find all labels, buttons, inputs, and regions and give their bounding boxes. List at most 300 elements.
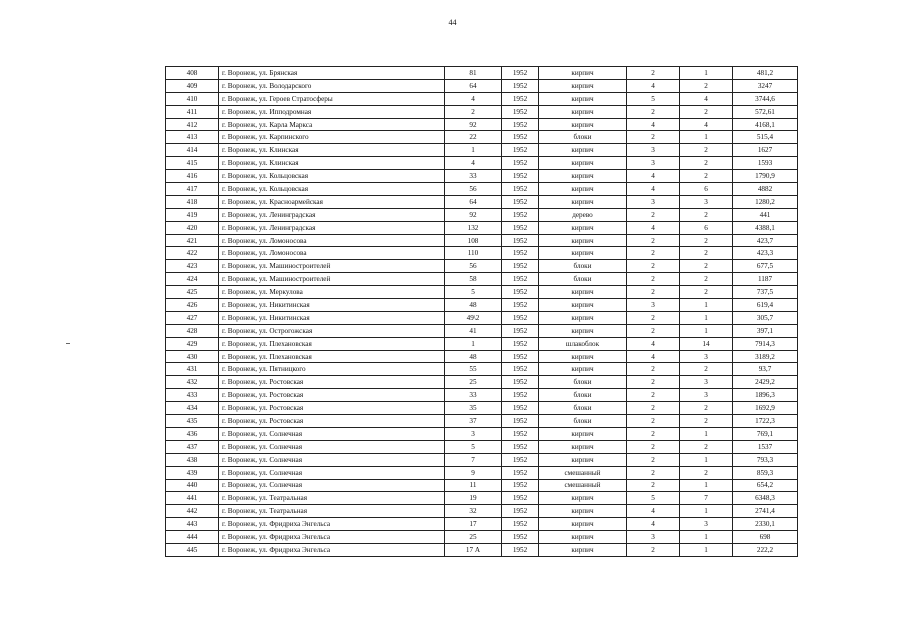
area-cell: 423,7 xyxy=(733,234,798,247)
floors-cell: 2 xyxy=(627,427,680,440)
area-cell: 793,3 xyxy=(733,453,798,466)
entrances-cell: 2 xyxy=(680,415,733,428)
house-number-cell: 48 xyxy=(445,299,502,312)
house-number-cell: 5 xyxy=(445,286,502,299)
floors-cell: 4 xyxy=(627,79,680,92)
entrances-cell: 2 xyxy=(680,79,733,92)
area-cell: 1537 xyxy=(733,440,798,453)
year-cell: 1952 xyxy=(502,543,539,556)
entrances-cell: 6 xyxy=(680,221,733,234)
area-cell: 3189,2 xyxy=(733,350,798,363)
address-cell: г. Воронеж, ул. Ленинградская xyxy=(219,221,445,234)
entrances-cell: 3 xyxy=(680,376,733,389)
year-cell: 1952 xyxy=(502,273,539,286)
row-number-cell: 440 xyxy=(166,479,219,492)
house-number-cell: 2 xyxy=(445,105,502,118)
year-cell: 1952 xyxy=(502,92,539,105)
row-number-cell: 426 xyxy=(166,299,219,312)
year-cell: 1952 xyxy=(502,221,539,234)
entrances-cell: 2 xyxy=(680,105,733,118)
entrances-cell: 1 xyxy=(680,427,733,440)
area-cell: 737,5 xyxy=(733,286,798,299)
floors-cell: 2 xyxy=(627,131,680,144)
area-cell: 769,1 xyxy=(733,427,798,440)
table-row xyxy=(166,92,798,105)
entrances-cell: 2 xyxy=(680,363,733,376)
year-cell: 1952 xyxy=(502,247,539,260)
house-number-cell: 58 xyxy=(445,273,502,286)
row-number-cell: 412 xyxy=(166,118,219,131)
table-row xyxy=(166,543,798,556)
area-cell: 423,3 xyxy=(733,247,798,260)
address-cell: г. Воронеж, ул. Плехановская xyxy=(219,350,445,363)
floors-cell: 3 xyxy=(627,531,680,544)
floors-cell: 2 xyxy=(627,273,680,286)
row-number-cell: 409 xyxy=(166,79,219,92)
house-number-cell: 56 xyxy=(445,260,502,273)
entrances-cell: 1 xyxy=(680,324,733,337)
wall-material-cell: блоки xyxy=(539,415,627,428)
row-number-cell: 443 xyxy=(166,518,219,531)
entrances-cell: 1 xyxy=(680,67,733,80)
row-number-cell: 428 xyxy=(166,324,219,337)
row-number-cell: 422 xyxy=(166,247,219,260)
wall-material-cell: блоки xyxy=(539,389,627,402)
area-cell: 1280,2 xyxy=(733,195,798,208)
floors-cell: 2 xyxy=(627,208,680,221)
row-number-cell: 441 xyxy=(166,492,219,505)
year-cell: 1952 xyxy=(502,324,539,337)
entrances-cell: 1 xyxy=(680,131,733,144)
row-number-cell: 423 xyxy=(166,260,219,273)
year-cell: 1952 xyxy=(502,195,539,208)
floors-cell: 4 xyxy=(627,350,680,363)
area-cell: 441 xyxy=(733,208,798,221)
floors-cell: 4 xyxy=(627,337,680,350)
address-cell: г. Воронеж, ул. Театральная xyxy=(219,492,445,505)
wall-material-cell: кирпич xyxy=(539,440,627,453)
year-cell: 1952 xyxy=(502,427,539,440)
address-cell: г. Воронеж, ул. Ростовская xyxy=(219,415,445,428)
address-cell: г. Воронеж, ул. Солнечная xyxy=(219,479,445,492)
wall-material-cell: кирпич xyxy=(539,324,627,337)
floors-cell: 2 xyxy=(627,363,680,376)
address-cell: г. Воронеж, ул. Фридриха Энгельса xyxy=(219,518,445,531)
row-number-cell: 438 xyxy=(166,453,219,466)
table-row xyxy=(166,221,798,234)
entrances-cell: 2 xyxy=(680,170,733,183)
year-cell: 1952 xyxy=(502,286,539,299)
address-cell: г. Воронеж, ул. Клинская xyxy=(219,157,445,170)
year-cell: 1952 xyxy=(502,518,539,531)
table-row xyxy=(166,363,798,376)
floors-cell: 2 xyxy=(627,311,680,324)
row-number-cell: 436 xyxy=(166,427,219,440)
year-cell: 1952 xyxy=(502,234,539,247)
address-cell: г. Воронеж, ул. Острогожская xyxy=(219,324,445,337)
year-cell: 1952 xyxy=(502,183,539,196)
address-cell: г. Воронеж, ул. Володарского xyxy=(219,79,445,92)
wall-material-cell: кирпич xyxy=(539,247,627,260)
year-cell: 1952 xyxy=(502,415,539,428)
entrances-cell: 2 xyxy=(680,273,733,286)
table-row xyxy=(166,79,798,92)
floors-cell: 4 xyxy=(627,170,680,183)
area-cell: 3744,6 xyxy=(733,92,798,105)
area-cell: 1790,9 xyxy=(733,170,798,183)
wall-material-cell: блоки xyxy=(539,376,627,389)
wall-material-cell: кирпич xyxy=(539,144,627,157)
address-cell: г. Воронеж, ул. Ростовская xyxy=(219,402,445,415)
wall-material-cell: кирпич xyxy=(539,195,627,208)
address-cell: г. Воронеж, ул. Кольцовская xyxy=(219,183,445,196)
entrances-cell: 2 xyxy=(680,466,733,479)
address-cell: г. Воронеж, ул. Никитинская xyxy=(219,311,445,324)
row-number-cell: 411 xyxy=(166,105,219,118)
floors-cell: 2 xyxy=(627,260,680,273)
area-cell: 1896,3 xyxy=(733,389,798,402)
floors-cell: 3 xyxy=(627,195,680,208)
table-row xyxy=(166,427,798,440)
area-cell: 1593 xyxy=(733,157,798,170)
floors-cell: 2 xyxy=(627,234,680,247)
row-number-cell: 445 xyxy=(166,543,219,556)
address-cell: г. Воронеж, ул. Ломоносова xyxy=(219,234,445,247)
address-cell: г. Воронеж, ул. Машиностроителей xyxy=(219,260,445,273)
house-number-cell: 64 xyxy=(445,195,502,208)
address-cell: г. Воронеж, ул. Героев Стратосферы xyxy=(219,92,445,105)
area-cell: 4168,1 xyxy=(733,118,798,131)
area-cell: 6348,3 xyxy=(733,492,798,505)
wall-material-cell: кирпич xyxy=(539,157,627,170)
house-number-cell: 4 xyxy=(445,157,502,170)
year-cell: 1952 xyxy=(502,299,539,312)
row-number-cell: 419 xyxy=(166,208,219,221)
wall-material-cell: блоки xyxy=(539,273,627,286)
floors-cell: 2 xyxy=(627,440,680,453)
address-cell: г. Воронеж, ул. Карпинского xyxy=(219,131,445,144)
year-cell: 1952 xyxy=(502,376,539,389)
area-cell: 1187 xyxy=(733,273,798,286)
floors-cell: 4 xyxy=(627,221,680,234)
row-number-cell: 425 xyxy=(166,286,219,299)
wall-material-cell: кирпич xyxy=(539,105,627,118)
entrances-cell: 1 xyxy=(680,299,733,312)
wall-material-cell: смешанный xyxy=(539,466,627,479)
house-number-cell: 64 xyxy=(445,79,502,92)
address-cell: г. Воронеж, ул. Машиностроителей xyxy=(219,273,445,286)
year-cell: 1952 xyxy=(502,79,539,92)
entrances-cell: 1 xyxy=(680,531,733,544)
floors-cell: 5 xyxy=(627,92,680,105)
table-row xyxy=(166,170,798,183)
house-number-cell: 33 xyxy=(445,170,502,183)
floors-cell: 2 xyxy=(627,376,680,389)
row-number-cell: 431 xyxy=(166,363,219,376)
wall-material-cell: блоки xyxy=(539,402,627,415)
wall-material-cell: шлакоблок xyxy=(539,337,627,350)
house-number-cell: 25 xyxy=(445,376,502,389)
wall-material-cell: кирпич xyxy=(539,183,627,196)
wall-material-cell: кирпич xyxy=(539,350,627,363)
year-cell: 1952 xyxy=(502,67,539,80)
floors-cell: 2 xyxy=(627,466,680,479)
row-number-cell: 424 xyxy=(166,273,219,286)
entrances-cell: 2 xyxy=(680,402,733,415)
wall-material-cell: блоки xyxy=(539,260,627,273)
address-cell: г. Воронеж, ул. Театральная xyxy=(219,505,445,518)
entrances-cell: 4 xyxy=(680,92,733,105)
floors-cell: 3 xyxy=(627,157,680,170)
wall-material-cell: кирпич xyxy=(539,518,627,531)
entrances-cell: 1 xyxy=(680,505,733,518)
year-cell: 1952 xyxy=(502,389,539,402)
wall-material-cell: кирпич xyxy=(539,234,627,247)
area-cell: 619,4 xyxy=(733,299,798,312)
table-row xyxy=(166,299,798,312)
floors-cell: 3 xyxy=(627,144,680,157)
house-number-cell: 3 xyxy=(445,427,502,440)
house-number-cell: 5 xyxy=(445,440,502,453)
floors-cell: 2 xyxy=(627,479,680,492)
table-row xyxy=(166,505,798,518)
year-cell: 1952 xyxy=(502,144,539,157)
address-cell: г. Воронеж, ул. Солнечная xyxy=(219,466,445,479)
row-number-cell: 444 xyxy=(166,531,219,544)
row-number-cell: 439 xyxy=(166,466,219,479)
area-cell: 677,5 xyxy=(733,260,798,273)
wall-material-cell: кирпич xyxy=(539,543,627,556)
table-row xyxy=(166,479,798,492)
wall-material-cell: смешанный xyxy=(539,479,627,492)
year-cell: 1952 xyxy=(502,350,539,363)
house-number-cell: 11 xyxy=(445,479,502,492)
table-row xyxy=(166,105,798,118)
wall-material-cell: кирпич xyxy=(539,79,627,92)
row-number-cell: 421 xyxy=(166,234,219,247)
table-row xyxy=(166,453,798,466)
area-cell: 222,2 xyxy=(733,543,798,556)
wall-material-cell: кирпич xyxy=(539,453,627,466)
year-cell: 1952 xyxy=(502,440,539,453)
table-row xyxy=(166,157,798,170)
house-number-cell: 9 xyxy=(445,466,502,479)
row-number-cell: 430 xyxy=(166,350,219,363)
floors-cell: 2 xyxy=(627,402,680,415)
house-number-cell: 17 А xyxy=(445,543,502,556)
house-number-cell: 56 xyxy=(445,183,502,196)
entrances-cell: 2 xyxy=(680,144,733,157)
address-cell: г. Воронеж, ул. Солнечная xyxy=(219,440,445,453)
area-cell: 698 xyxy=(733,531,798,544)
wall-material-cell: кирпич xyxy=(539,118,627,131)
table-row xyxy=(166,311,798,324)
wall-material-cell: кирпич xyxy=(539,505,627,518)
entrances-cell: 3 xyxy=(680,195,733,208)
area-cell: 859,3 xyxy=(733,466,798,479)
address-cell: г. Воронеж, ул. Красноармейская xyxy=(219,195,445,208)
table-row xyxy=(166,402,798,415)
year-cell: 1952 xyxy=(502,479,539,492)
area-cell: 654,2 xyxy=(733,479,798,492)
building-registry-table xyxy=(165,66,798,557)
table-row xyxy=(166,531,798,544)
address-cell: г. Воронеж, ул. Пятницкого xyxy=(219,363,445,376)
floors-cell: 2 xyxy=(627,247,680,260)
year-cell: 1952 xyxy=(502,402,539,415)
row-number-cell: 437 xyxy=(166,440,219,453)
house-number-cell: 110 xyxy=(445,247,502,260)
area-cell: 2741,4 xyxy=(733,505,798,518)
house-number-cell: 22 xyxy=(445,131,502,144)
floors-cell: 2 xyxy=(627,105,680,118)
area-cell: 2330,1 xyxy=(733,518,798,531)
row-number-cell: 442 xyxy=(166,505,219,518)
house-number-cell: 55 xyxy=(445,363,502,376)
address-cell: г. Воронеж, ул. Карла Маркса xyxy=(219,118,445,131)
house-number-cell: 108 xyxy=(445,234,502,247)
year-cell: 1952 xyxy=(502,337,539,350)
table-row xyxy=(166,376,798,389)
year-cell: 1952 xyxy=(502,170,539,183)
house-number-cell: 17 xyxy=(445,518,502,531)
house-number-cell: 132 xyxy=(445,221,502,234)
row-number-cell: 410 xyxy=(166,92,219,105)
entrances-cell: 2 xyxy=(680,260,733,273)
wall-material-cell: кирпич xyxy=(539,67,627,80)
year-cell: 1952 xyxy=(502,492,539,505)
entrances-cell: 14 xyxy=(680,337,733,350)
table-row xyxy=(166,118,798,131)
address-cell: г. Воронеж, ул. Ипподромная xyxy=(219,105,445,118)
address-cell: г. Воронеж, ул. Ломоносова xyxy=(219,247,445,260)
house-number-cell: 4 xyxy=(445,92,502,105)
area-cell: 93,7 xyxy=(733,363,798,376)
address-cell: г. Воронеж, ул. Плехановская xyxy=(219,337,445,350)
table-row xyxy=(166,466,798,479)
table-row xyxy=(166,518,798,531)
area-cell: 7914,3 xyxy=(733,337,798,350)
area-cell: 572,61 xyxy=(733,105,798,118)
table-row xyxy=(166,260,798,273)
entrances-cell: 2 xyxy=(680,440,733,453)
area-cell: 481,2 xyxy=(733,67,798,80)
wall-material-cell: кирпич xyxy=(539,221,627,234)
table-row xyxy=(166,389,798,402)
table-row xyxy=(166,144,798,157)
year-cell: 1952 xyxy=(502,466,539,479)
year-cell: 1952 xyxy=(502,105,539,118)
floors-cell: 2 xyxy=(627,67,680,80)
entrances-cell: 3 xyxy=(680,350,733,363)
page-number: 44 xyxy=(448,18,457,27)
wall-material-cell: кирпич xyxy=(539,299,627,312)
area-cell: 3247 xyxy=(733,79,798,92)
address-cell: г. Воронеж, ул. Солнечная xyxy=(219,453,445,466)
address-cell: г. Воронеж, ул. Кольцовская xyxy=(219,170,445,183)
entrances-cell: 3 xyxy=(680,518,733,531)
row-number-cell: 433 xyxy=(166,389,219,402)
table-row xyxy=(166,286,798,299)
table-row xyxy=(166,324,798,337)
row-number-cell: 413 xyxy=(166,131,219,144)
address-cell: г. Воронеж, ул. Брянская xyxy=(219,67,445,80)
area-cell: 2429,2 xyxy=(733,376,798,389)
row-number-cell: 416 xyxy=(166,170,219,183)
floors-cell: 2 xyxy=(627,543,680,556)
house-number-cell: 33 xyxy=(445,389,502,402)
table-row xyxy=(166,131,798,144)
year-cell: 1952 xyxy=(502,505,539,518)
wall-material-cell: кирпич xyxy=(539,92,627,105)
house-number-cell: 19 xyxy=(445,492,502,505)
row-number-cell: 420 xyxy=(166,221,219,234)
entrances-cell: 1 xyxy=(680,479,733,492)
house-number-cell: 81 xyxy=(445,67,502,80)
scan-mark xyxy=(66,343,70,344)
address-cell: г. Воронеж, ул. Ростовская xyxy=(219,389,445,402)
floors-cell: 2 xyxy=(627,453,680,466)
house-number-cell: 35 xyxy=(445,402,502,415)
house-number-cell: 49\2 xyxy=(445,311,502,324)
address-cell: г. Воронеж, ул. Фридриха Энгельса xyxy=(219,531,445,544)
floors-cell: 2 xyxy=(627,415,680,428)
entrances-cell: 2 xyxy=(680,157,733,170)
table-row xyxy=(166,247,798,260)
house-number-cell: 48 xyxy=(445,350,502,363)
house-number-cell: 32 xyxy=(445,505,502,518)
table-row xyxy=(166,234,798,247)
wall-material-cell: кирпич xyxy=(539,363,627,376)
table-row xyxy=(166,208,798,221)
year-cell: 1952 xyxy=(502,157,539,170)
address-cell: г. Воронеж, ул. Ленинградская xyxy=(219,208,445,221)
row-number-cell: 427 xyxy=(166,311,219,324)
floors-cell: 2 xyxy=(627,324,680,337)
address-cell: г. Воронеж, ул. Никитинская xyxy=(219,299,445,312)
table-row xyxy=(166,195,798,208)
house-number-cell: 1 xyxy=(445,144,502,157)
area-cell: 515,4 xyxy=(733,131,798,144)
area-cell: 4388,1 xyxy=(733,221,798,234)
address-cell: г. Воронеж, ул. Фридриха Энгельса xyxy=(219,543,445,556)
floors-cell: 4 xyxy=(627,505,680,518)
entrances-cell: 4 xyxy=(680,118,733,131)
wall-material-cell: кирпич xyxy=(539,531,627,544)
house-number-cell: 37 xyxy=(445,415,502,428)
year-cell: 1952 xyxy=(502,131,539,144)
wall-material-cell: кирпич xyxy=(539,492,627,505)
table-row xyxy=(166,492,798,505)
floors-cell: 2 xyxy=(627,389,680,402)
year-cell: 1952 xyxy=(502,311,539,324)
entrances-cell: 1 xyxy=(680,453,733,466)
floors-cell: 4 xyxy=(627,183,680,196)
area-cell: 1722,3 xyxy=(733,415,798,428)
floors-cell: 2 xyxy=(627,286,680,299)
entrances-cell: 1 xyxy=(680,311,733,324)
house-number-cell: 25 xyxy=(445,531,502,544)
area-cell: 1692,9 xyxy=(733,402,798,415)
entrances-cell: 1 xyxy=(680,543,733,556)
entrances-cell: 7 xyxy=(680,492,733,505)
year-cell: 1952 xyxy=(502,260,539,273)
table-row xyxy=(166,350,798,363)
area-cell: 4882 xyxy=(733,183,798,196)
entrances-cell: 2 xyxy=(680,286,733,299)
area-cell: 397,1 xyxy=(733,324,798,337)
house-number-cell: 1 xyxy=(445,337,502,350)
